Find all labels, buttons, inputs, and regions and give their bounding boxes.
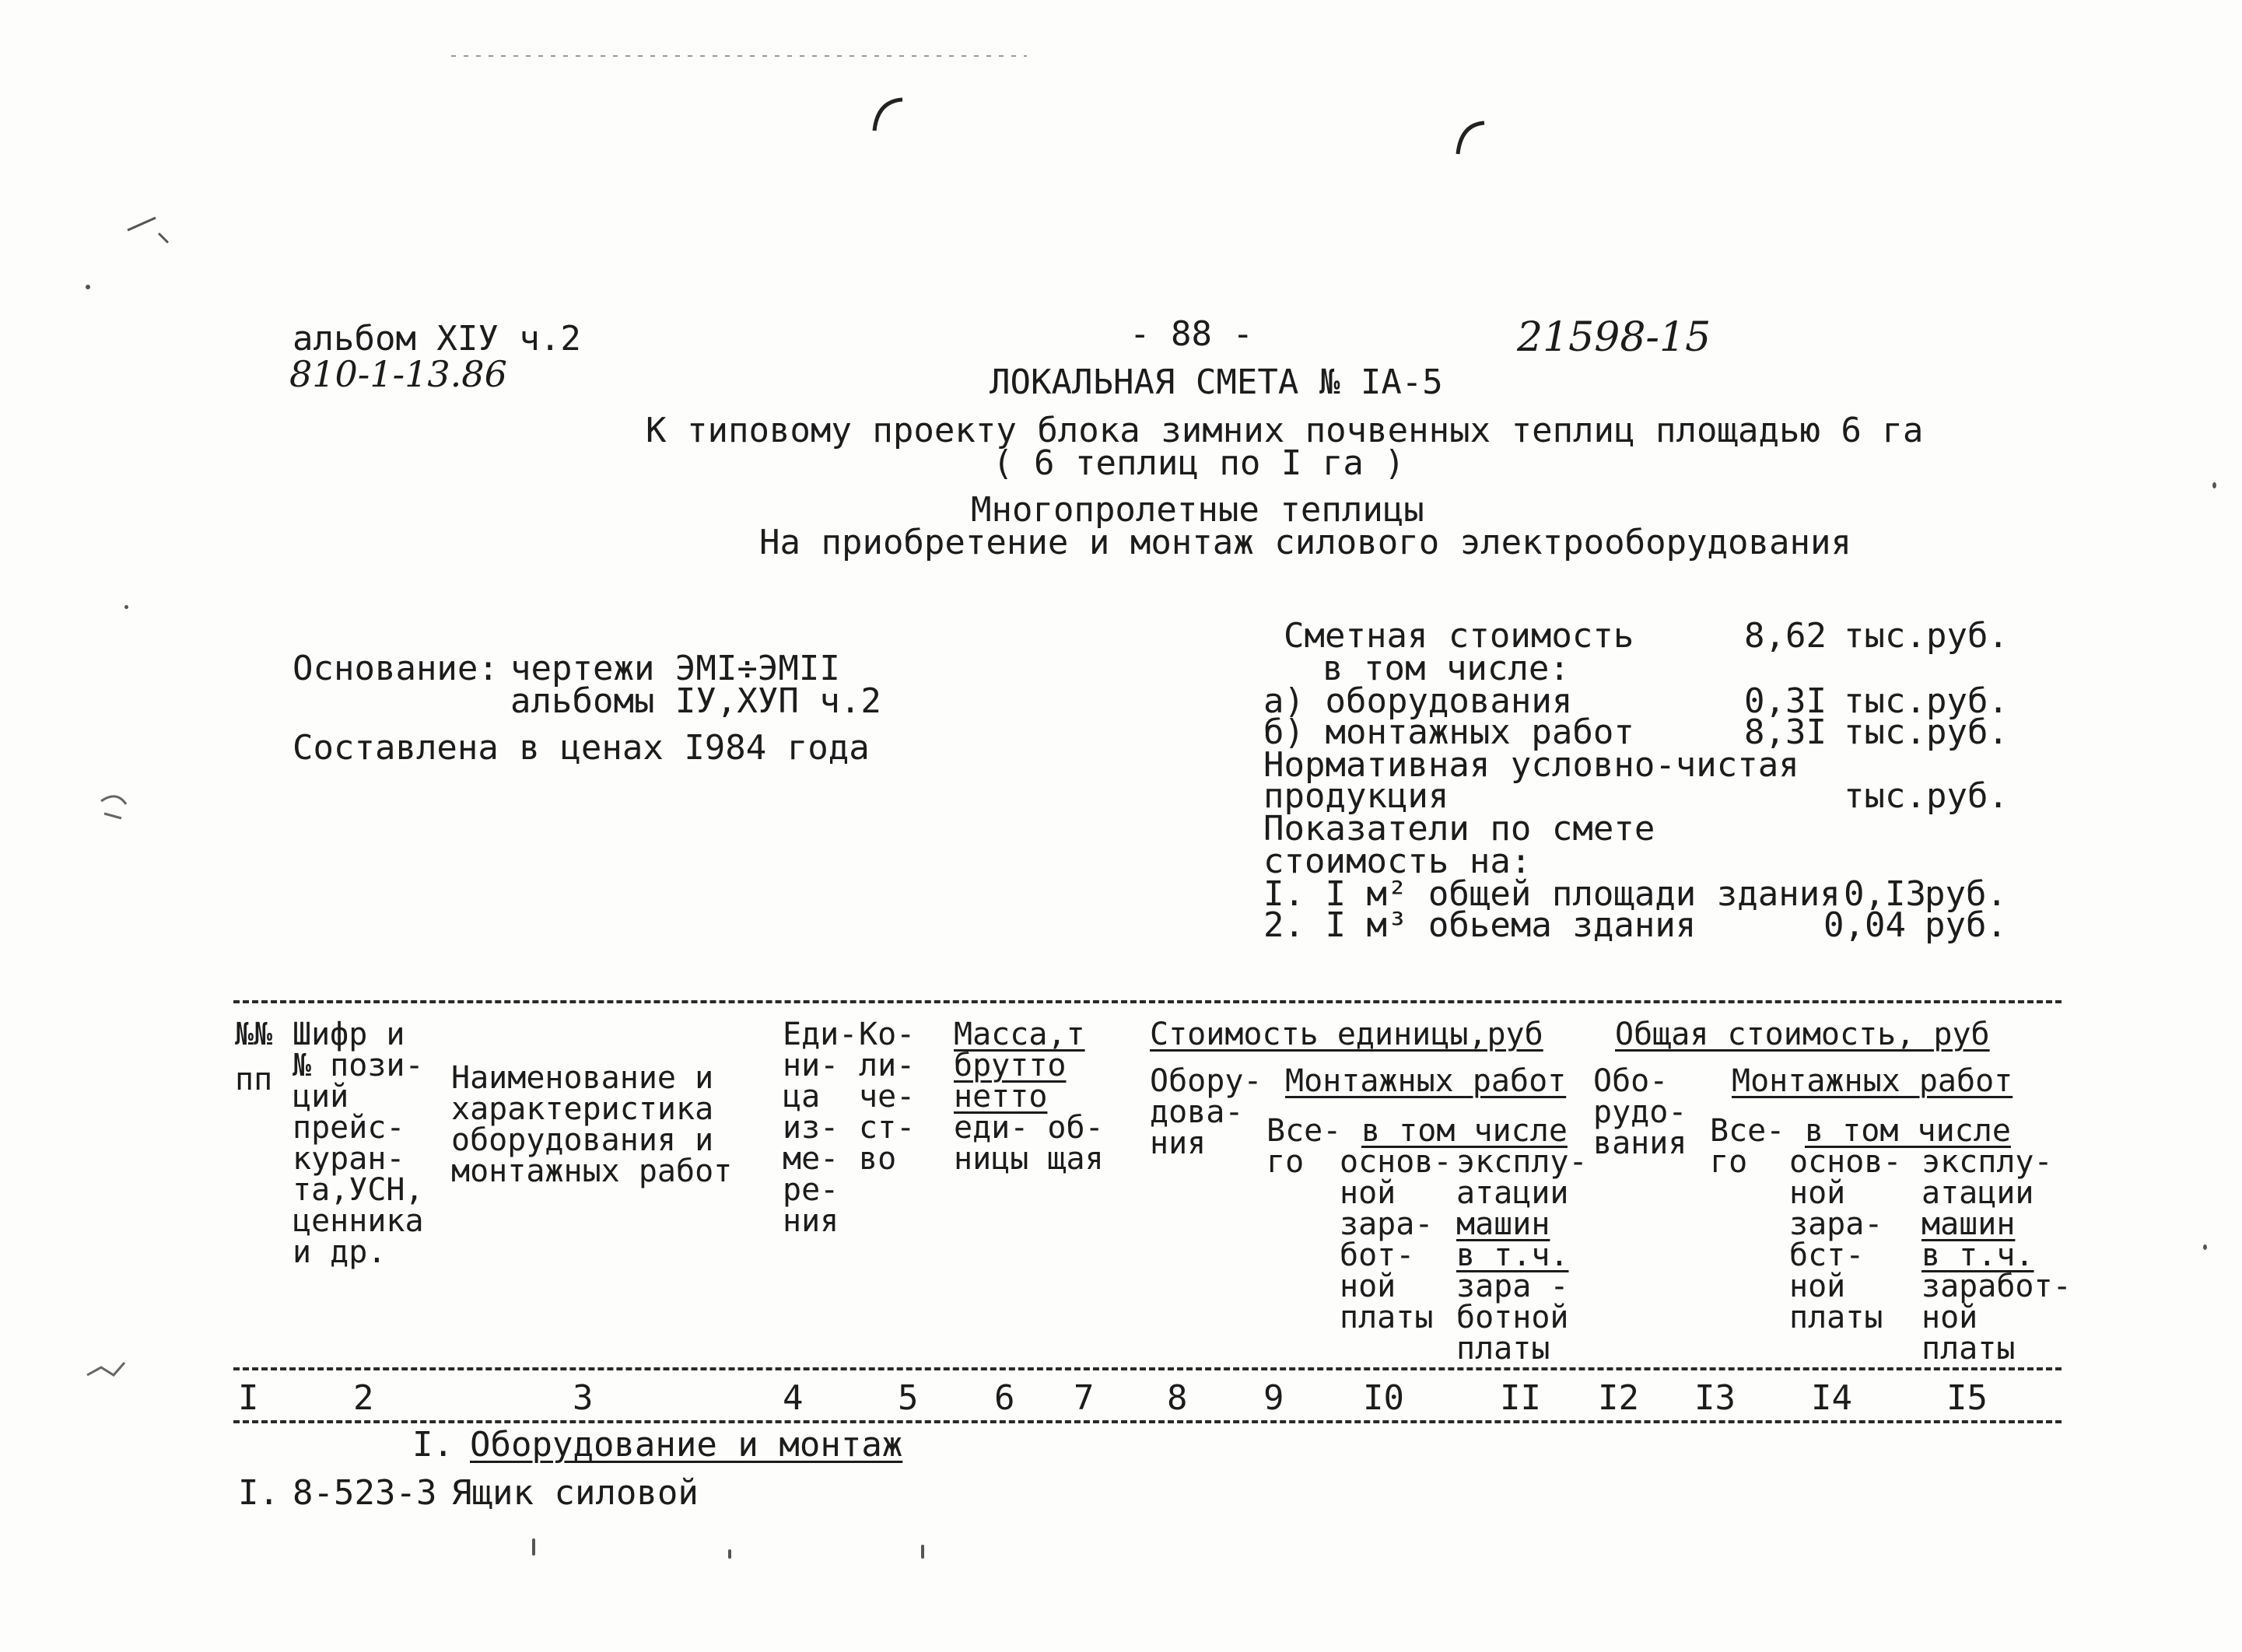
page-number: - 88 - [1130, 314, 1253, 354]
header-install-all: Все- [1266, 1113, 1342, 1149]
header-basic-wage: ной [1340, 1175, 1396, 1211]
header-equipment-total: Обо- [1593, 1063, 1669, 1099]
header-basic-wage-total: ной [1789, 1175, 1846, 1211]
column-number: I2 [1598, 1378, 1639, 1418]
unit-label: тыс.руб. [1844, 616, 2009, 656]
header-code: Шифр и [293, 1017, 405, 1052]
speck [921, 1545, 924, 1559]
including-label: в том числе: [1322, 649, 1570, 688]
speck [2212, 482, 2216, 488]
rub-label: руб. [1925, 905, 2007, 945]
column-number: 4 [783, 1378, 804, 1418]
row-number: I. [238, 1473, 279, 1513]
header-basic-wage-total: ной [1789, 1269, 1846, 1304]
section-title: Оборудование и монтаж [470, 1425, 903, 1465]
column-number: 3 [573, 1378, 594, 1418]
header-installation: Монтажных работ [1285, 1063, 1567, 1099]
header-machine-wage-total: платы [1921, 1331, 2016, 1367]
header-quantity: ли- [859, 1048, 916, 1083]
header-equipment: Обору- [1150, 1063, 1263, 1099]
scan-smudge [101, 796, 126, 818]
column-number: I4 [1811, 1378, 1852, 1418]
indicators-label-2: стоимость на: [1263, 842, 1532, 881]
header-mass-sub: еди- об- [954, 1110, 1104, 1146]
header-code: куран- [293, 1141, 405, 1177]
basis-drawings: чертежи ЭМI÷ЭМII [510, 649, 840, 688]
rub-label: руб. [1925, 874, 2007, 914]
header-basic-wage: основ- [1340, 1144, 1452, 1180]
unit-label: тыс.руб. [1844, 776, 2009, 816]
header-machine-wage: зара - [1456, 1269, 1569, 1304]
header-machine-ops-total: атации [1921, 1175, 2034, 1211]
header-unit: ме- [783, 1141, 839, 1177]
column-number: 7 [1074, 1378, 1095, 1418]
header-basic-wage: зара- [1340, 1206, 1434, 1242]
basis-label: Основание: [293, 649, 499, 688]
document-title: ЛОКАЛЬНАЯ СМЕТА № IA-5 [990, 362, 1443, 402]
header-basic-wage-total: бст- [1789, 1237, 1865, 1273]
speck [86, 285, 90, 289]
document-number: 21598-15 [1517, 314, 1711, 361]
column-number: I0 [1363, 1378, 1404, 1418]
header-bottom-rule [233, 1367, 2062, 1370]
column-number: 2 [353, 1378, 374, 1418]
unit-label: тыс.руб. [1844, 712, 2009, 752]
header-equipment-total: рудо- [1593, 1094, 1687, 1130]
header-total-cost: Общая стоимость, руб [1615, 1017, 1990, 1052]
header-machine-ops: атации [1456, 1175, 1569, 1211]
header-machine-wage-total: в т.ч. [1921, 1237, 2034, 1273]
estimate-cost-value: 8,62 [1744, 616, 1827, 656]
header-unit: ни- [783, 1048, 839, 1083]
speck [124, 605, 128, 609]
object-line-2: На приобретение и монтаж силового электрооборудования [759, 523, 1851, 562]
header-including: в том числе [1361, 1113, 1568, 1149]
speck [2203, 1244, 2207, 1250]
column-number: 5 [898, 1378, 919, 1418]
header-unit: ре- [783, 1172, 839, 1208]
header-unit: ния [783, 1203, 839, 1239]
header-code: № пози- [293, 1048, 424, 1083]
header-quantity: во [859, 1141, 897, 1177]
header-mass: Масса,т [954, 1017, 1085, 1052]
header-basic-wage-total: зара- [1789, 1206, 1883, 1242]
subtitle-line-2: ( 6 теплиц по I га ) [993, 443, 1405, 483]
header-machine-wage: платы [1456, 1331, 1550, 1367]
indicators-label: Показатели по смете [1263, 809, 1655, 849]
header-num: №№ [235, 1017, 273, 1052]
header-name: Наименование и [451, 1060, 714, 1096]
row-name: Ящик силовой [451, 1473, 699, 1513]
header-num: пп [235, 1062, 273, 1097]
speck [728, 1549, 731, 1559]
header-machine-wage: в т.ч. [1456, 1237, 1569, 1273]
header-mass-sub: ницы щая [954, 1141, 1104, 1177]
table-top-rule [233, 1000, 2062, 1003]
column-number: 8 [1167, 1378, 1188, 1418]
normative-label: Нормативная условно-чистая [1263, 745, 1799, 785]
header-quantity: че- [859, 1079, 916, 1115]
equipment-value: 0,3I [1744, 681, 1827, 721]
equipment-label: а) оборудования [1263, 681, 1573, 721]
indicator-volume-value: 0,04 [1823, 905, 1906, 945]
punch-mark-right [1458, 123, 1484, 154]
header-name: характеристика [451, 1091, 714, 1127]
indicator-area-label: I. I м² общей площади здания [1263, 874, 1841, 914]
estimate-cost-label: Сметная стоимость [1284, 616, 1634, 656]
header-install-all: го [1266, 1144, 1305, 1180]
scan-smudge [87, 1363, 124, 1375]
column-number-rule [233, 1420, 2062, 1423]
header-unit-cost: Стоимость единицы,руб [1150, 1017, 1543, 1052]
header-including-total: в том числе [1805, 1113, 2011, 1149]
header-net: нетто [954, 1079, 1048, 1115]
header-equipment-total: вания [1593, 1125, 1687, 1161]
header-unit: Еди- [783, 1017, 858, 1052]
header-machine-wage: ботной [1456, 1300, 1569, 1335]
object-line-1: Многопролетные теплицы [971, 490, 1424, 530]
header-quantity: Ко- [859, 1017, 916, 1052]
column-number: 9 [1263, 1378, 1284, 1418]
header-equipment: ния [1150, 1125, 1207, 1161]
header-code: и др. [293, 1234, 387, 1270]
column-number: II [1500, 1378, 1541, 1418]
installation-value: 8,3I [1744, 712, 1827, 752]
header-machine-ops: эксплу- [1456, 1144, 1588, 1180]
header-basic-wage-total: платы [1789, 1300, 1883, 1335]
indicator-volume-label: 2. I м³ обьема здания [1263, 905, 1697, 945]
header-machine-ops: машин [1456, 1206, 1550, 1242]
column-number: 6 [994, 1378, 1015, 1418]
normative-label-2: продукция [1263, 776, 1449, 816]
header-install-all-total: Все- [1710, 1113, 1785, 1149]
album-code: 810-1-13.86 [289, 353, 507, 395]
punch-mark-left [874, 100, 902, 131]
header-code: прейс- [293, 1110, 405, 1146]
header-installation-total: Монтажных работ [1732, 1063, 2013, 1099]
header-code: ценника [293, 1203, 424, 1239]
header-machine-ops-total: эксплу- [1921, 1144, 2053, 1180]
header-basic-wage: платы [1340, 1300, 1434, 1335]
header-basic-wage: бот- [1340, 1237, 1415, 1273]
column-number: I5 [1946, 1378, 1988, 1418]
section-number: I. [412, 1425, 454, 1465]
column-number: I [238, 1378, 259, 1418]
speck [532, 1538, 535, 1556]
subtitle-line-1: К типовому проекту блока зимних почвенных теплиц площадью 6 га [646, 411, 1924, 450]
column-number: I3 [1694, 1378, 1736, 1418]
price-basis: Составлена в ценах I984 года [293, 728, 870, 768]
album-label: альбом XIУ ч.2 [293, 319, 581, 359]
installation-label: б) монтажных работ [1263, 712, 1634, 752]
header-unit: ца [783, 1079, 821, 1115]
row-code: 8-523-3 [293, 1473, 437, 1513]
header-machine-wage-total: заработ- [1921, 1269, 2072, 1304]
header-install-all-total: го [1710, 1144, 1748, 1180]
header-name: оборудования и [451, 1122, 714, 1158]
header-code: та,УСН, [293, 1172, 424, 1208]
indicator-area-value: 0,I3 [1844, 874, 1926, 914]
header-gross: брутто [954, 1048, 1067, 1083]
unit-label: тыс.руб. [1844, 681, 2009, 721]
header-basic-wage: ной [1340, 1269, 1396, 1304]
header-quantity: ст- [859, 1110, 916, 1146]
header-name: монтажных работ [451, 1153, 733, 1189]
header-unit: из- [783, 1110, 839, 1146]
header-code: ций [293, 1079, 349, 1115]
header-machine-wage-total: ной [1921, 1300, 1978, 1335]
header-equipment: дова- [1150, 1094, 1244, 1130]
header-machine-ops-total: машин [1921, 1206, 2016, 1242]
basis-albums: альбомы IУ,ХУП ч.2 [510, 681, 881, 721]
scan-smudge [128, 218, 168, 243]
header-basic-wage-total: основ- [1789, 1144, 1902, 1180]
